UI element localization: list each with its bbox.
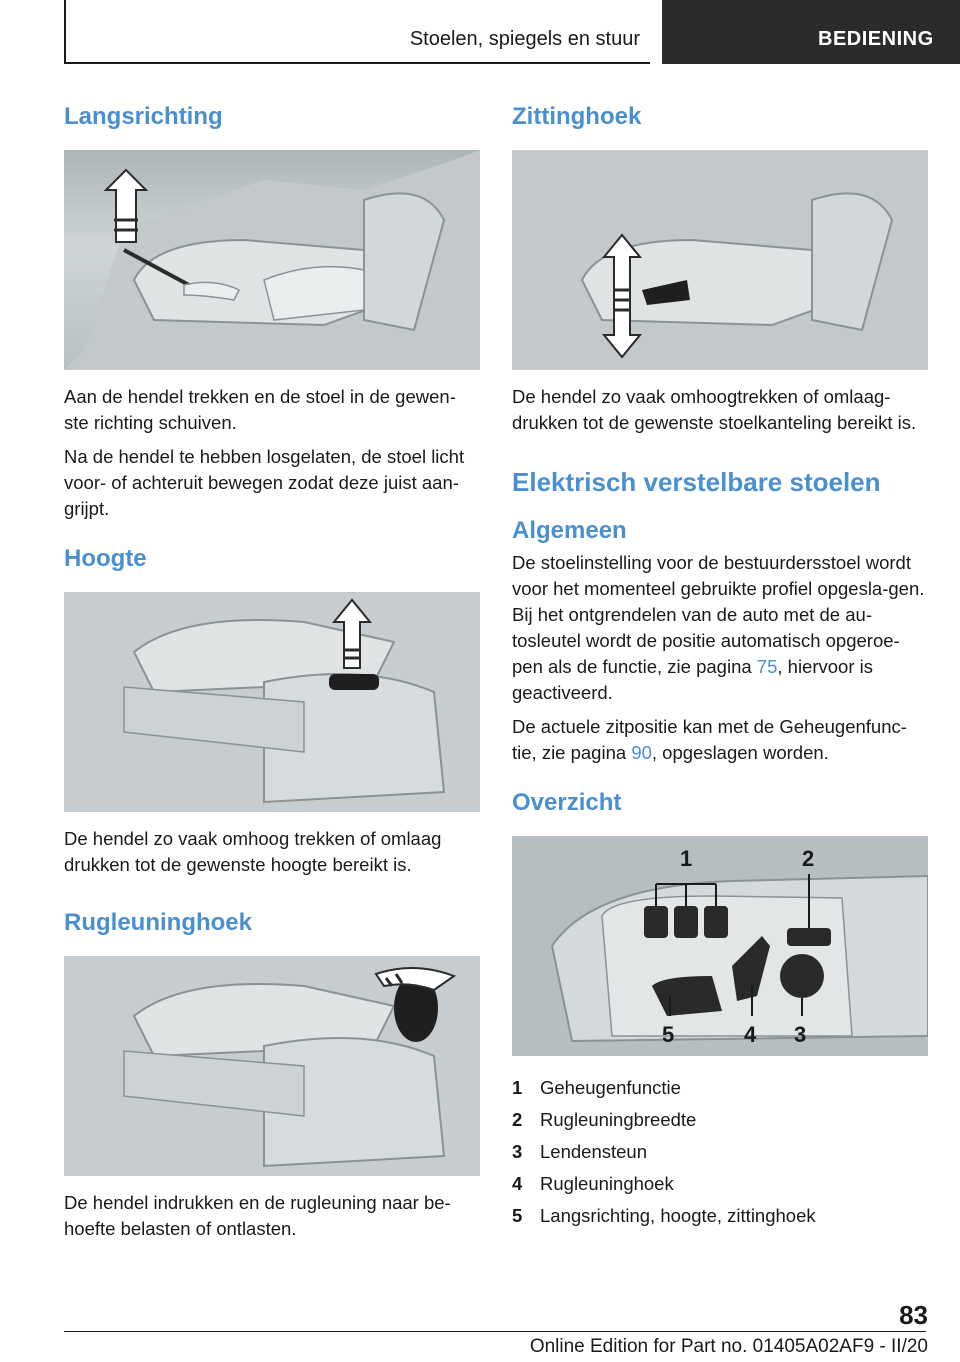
seat-backrest-illustration xyxy=(64,956,480,1176)
page-number: 83 xyxy=(899,1300,928,1330)
longitudinal-text-1: Aan de hendel trekken en de stoel in de gewen-ste richting schuiven. xyxy=(64,386,456,433)
longitudinal-text-2: Na de hendel te hebben losgelaten, de stoel licht voor- of achteruit bewegen zodat deze juist aan-grijpt. xyxy=(64,446,465,519)
heading-electric-seats: Elektrisch verstelbare stoelen xyxy=(512,467,881,497)
page-link-75[interactable]: 75 xyxy=(756,656,778,677)
seat-longitudinal-illustration xyxy=(64,150,480,370)
heading-longitudinal: Langsrichting xyxy=(64,103,223,130)
general-text-2: De actuele zitpositie kan met de Geheugenfunc-tie, zie pagina 90, opgeslagen worden. xyxy=(512,716,907,763)
legend-item: 5 Langsrichting, hoogte, zittinghoek xyxy=(512,1205,816,1226)
heading-seat-angle: Zittinghoek xyxy=(512,103,642,130)
heading-overview: Overzicht xyxy=(512,789,622,816)
footer-rule xyxy=(64,1331,926,1332)
seat-height-illustration xyxy=(64,592,480,812)
seat-angle-illustration xyxy=(512,150,928,370)
heading-height: Hoogte xyxy=(64,545,147,572)
header-rule-horizontal xyxy=(64,62,650,64)
legend-item: 2 Rugleuningbreedte xyxy=(512,1109,697,1130)
right-column xyxy=(512,100,928,1232)
left-column xyxy=(64,100,480,1250)
height-text: De hendel zo vaak omhoog trekken of omlaag drukken tot de gewenste hoogte bereikt is. xyxy=(64,828,442,875)
chapter-tab: BEDIENING xyxy=(662,0,960,64)
section-title: Stoelen, spiegels en stuur xyxy=(409,28,640,50)
fig-label-2: 2 xyxy=(802,846,815,871)
header-rule-vertical xyxy=(64,0,66,64)
page-link-90[interactable]: 90 xyxy=(631,742,652,763)
overview-legend xyxy=(512,1072,928,1232)
heading-backrest: Rugleuninghoek xyxy=(64,909,252,936)
general-text-1: De stoelinstelling voor de bestuurdersstoel wordt voor het momenteel gebruikte profiel opgesla-gen. Bij het ontgrendelen van de auto met de au-tosleutel wordt de positie automatisch opgeroe-pen als de functie, zie pagina 75, hiervoor is geactiveerd. xyxy=(512,552,925,703)
seat-controls-illustration xyxy=(512,836,928,1056)
footer-edition: Online Edition for Part no. 01405A02AF9 - II/20 xyxy=(529,1336,928,1357)
seat-angle-text: De hendel zo vaak omhoogtrekken of omlaag-drukken tot de gewenste stoelkanteling bereikt is. xyxy=(512,386,917,433)
fig-label-3: 3 xyxy=(794,1022,807,1047)
fig-label-5: 5 xyxy=(662,1022,675,1047)
legend-item: 1 Geheugenfunctie xyxy=(512,1077,681,1098)
heading-general: Algemeen xyxy=(512,517,627,544)
legend-item: 4 Rugleuninghoek xyxy=(512,1173,674,1194)
backrest-text: De hendel indrukken en de rugleuning naar be-hoefte belasten of ontlasten. xyxy=(64,1192,451,1239)
legend-item: 3 Lendensteun xyxy=(512,1141,647,1162)
fig-label-4: 4 xyxy=(744,1022,757,1047)
fig-label-1: 1 xyxy=(680,846,693,871)
